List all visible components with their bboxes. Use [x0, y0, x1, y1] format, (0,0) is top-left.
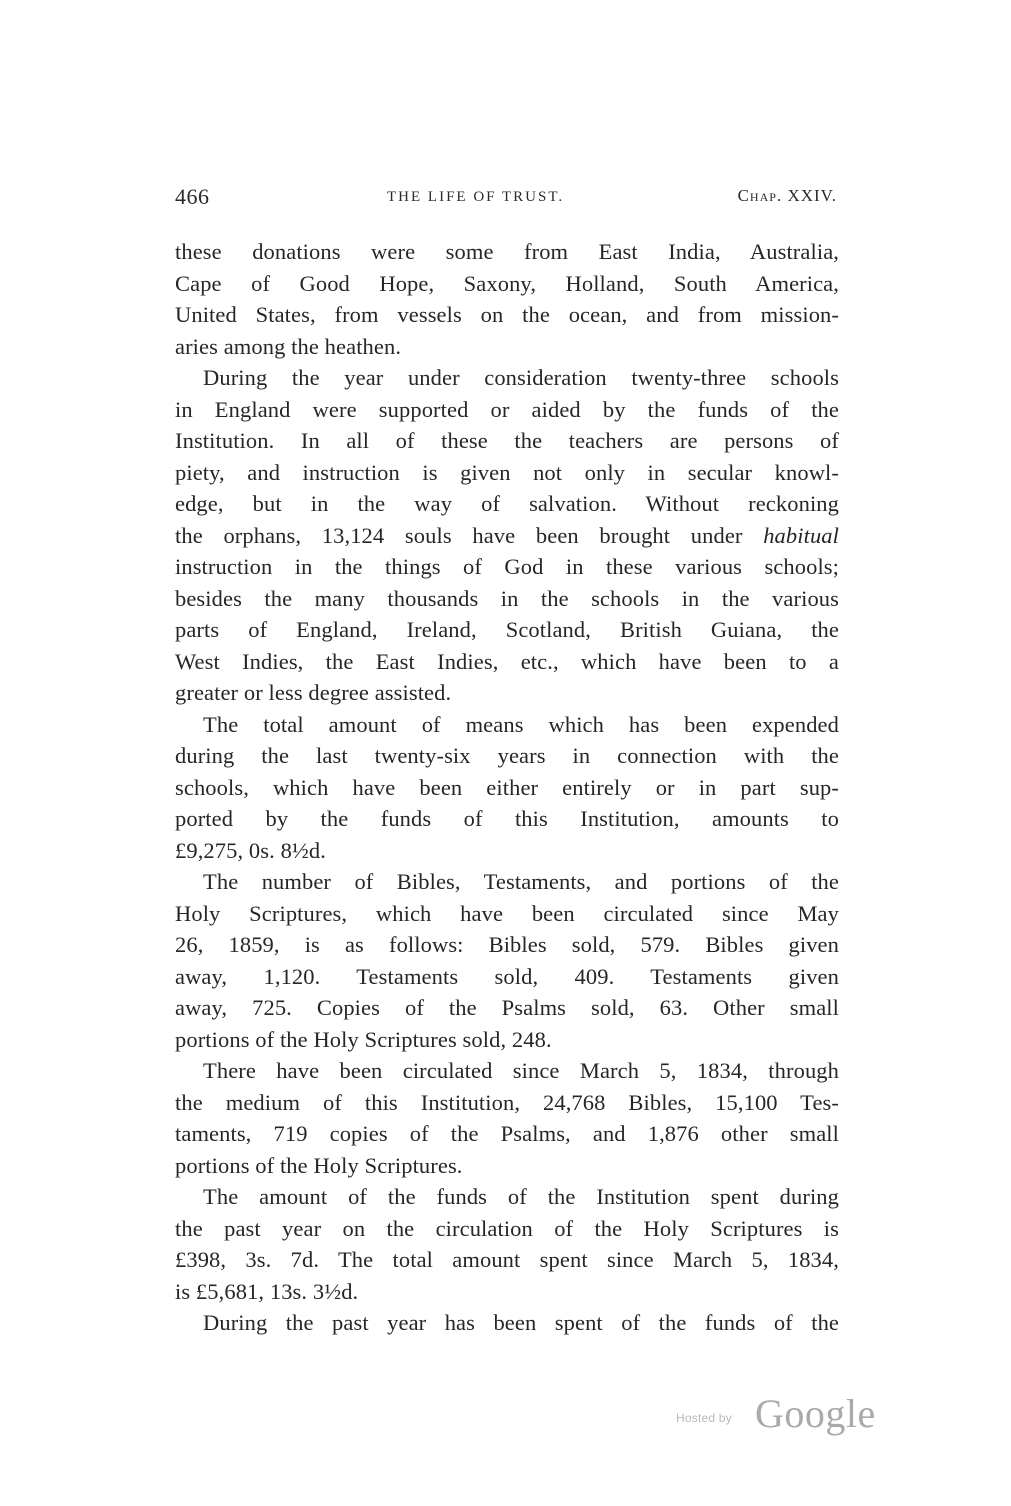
text-line: During the past year has been spent of the funds of the: [203, 1310, 839, 1335]
text-line: aries among the heathen.: [175, 333, 402, 359]
text-line-emphasis: habitual: [763, 522, 839, 548]
text-line: during the last twenty-six years in connection with the: [175, 743, 839, 768]
text-line: is £5,681, 13s. 3½d.: [175, 1278, 359, 1304]
text-line: West Indies, the East Indies, etc., which have been to a: [175, 648, 839, 674]
text-line: portions of the Holy Scriptures.: [175, 1152, 463, 1178]
text-line: these donations were some from East India, Australia,: [175, 239, 839, 264]
text-line: United States, from vessels on the ocean, and from mission-: [175, 302, 839, 327]
text-line: The number of Bibles, Testaments, and portions of the: [203, 869, 839, 894]
text-line: There have been circulated since March 5, 1834, through: [203, 1058, 839, 1083]
text-line: ported by the funds of this Institution, amounts to: [175, 806, 839, 831]
hosted-by-label: Hosted by: [676, 1411, 732, 1425]
text-line: away, 1,120. Testaments sold, 409. Testaments given: [175, 963, 839, 989]
running-title: THE LIFE OF TRUST.: [387, 189, 565, 205]
text-line: Holy Scriptures, which have been circulated since May: [175, 900, 839, 926]
text-line: edge, but in the way of salvation. Without reckoning: [175, 491, 839, 516]
chapter-label: Chap. XXIV.: [737, 186, 837, 205]
text-line: Cape of Good Hope, Saxony, Holland, South America,: [175, 270, 839, 296]
text-line-part: the orphans, 13,124 souls have been brought under: [175, 522, 764, 548]
text-line: besides the many thousands in the schools in the various: [175, 585, 839, 611]
text-line: the medium of this Institution, 24,768 Bibles, 15,100 Tes-: [175, 1089, 839, 1115]
text-line: piety, and instruction is given not only in secular knowl-: [175, 459, 839, 485]
text-line: 26, 1859, is as follows: Bibles sold, 579. Bibles given: [175, 932, 839, 957]
text-line: in England were supported or aided by the funds of the: [175, 396, 839, 422]
text-line: greater or less degree assisted.: [175, 680, 452, 705]
text-line: £398, 3s. 7d. The total amount spent since March 5, 1834,: [175, 1247, 839, 1272]
page-header: [175, 184, 837, 214]
text-line: The amount of the funds of the Institution spent during: [203, 1184, 839, 1209]
text-line: During the year under consideration twenty-three schools: [203, 365, 839, 390]
text-line: the past year on the circulation of the Holy Scriptures is: [175, 1215, 839, 1241]
text-line: The total amount of means which has been expended: [203, 711, 839, 737]
body-text: [175, 236, 839, 1339]
text-line: schools, which have been either entirely or in part sup-: [175, 774, 839, 800]
text-line: portions of the Holy Scriptures sold, 248.: [175, 1026, 552, 1052]
google-logo: Google: [755, 1391, 876, 1436]
hosted-by-google-watermark: [676, 1391, 886, 1439]
text-line: £9,275, 0s. 8½d.: [175, 837, 326, 863]
text-line: instruction in the things of God in these various schools;: [175, 554, 839, 579]
text-line: taments, 719 copies of the Psalms, and 1,876 other small: [175, 1121, 839, 1146]
page-number: 466: [175, 184, 210, 209]
text-line: away, 725. Copies of the Psalms sold, 63. Other small: [175, 995, 839, 1020]
text-line: Institution. In all of these the teachers are persons of: [175, 428, 839, 453]
text-line: [175, 520, 839, 552]
text-line: parts of England, Ireland, Scotland, British Guiana, the: [175, 617, 839, 642]
